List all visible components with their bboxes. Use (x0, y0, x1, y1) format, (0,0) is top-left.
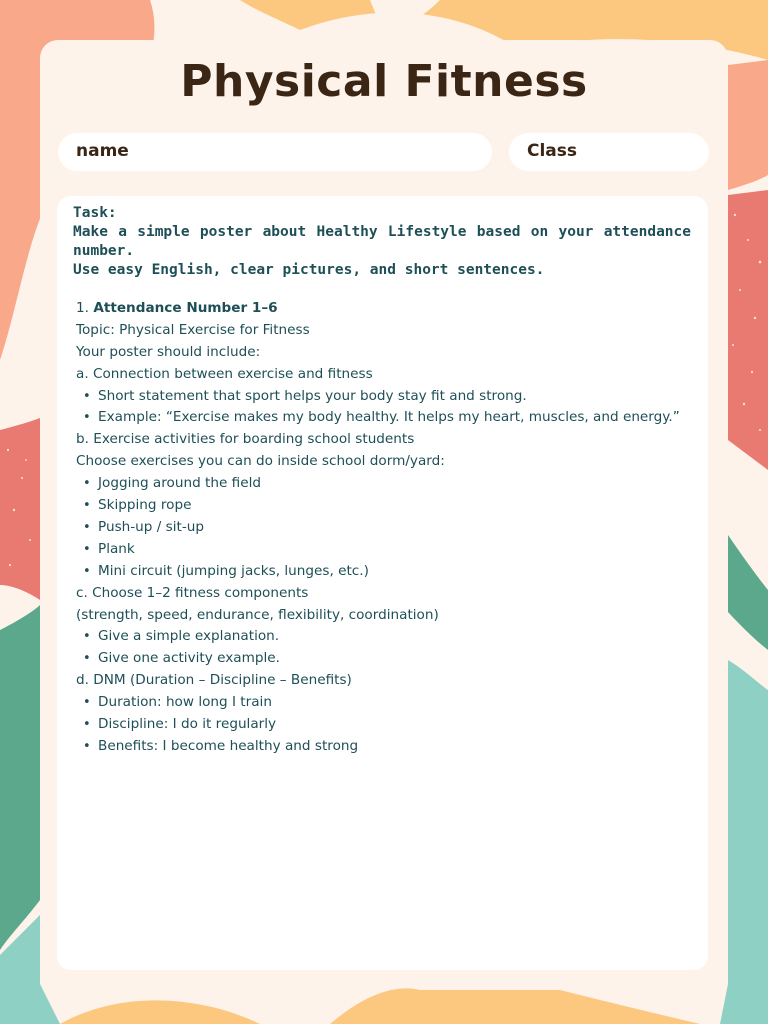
part-a-label: a. Connection between exercise and fitness (76, 365, 373, 382)
list-item: • Duration: how long I train (76, 692, 694, 714)
task-heading: Task: (73, 205, 117, 221)
task-instruction: Make a simple poster about Healthy Lifestyle based on your attendance number. (73, 224, 691, 259)
name-field-label: name (76, 141, 129, 161)
list-item: • Plank (76, 539, 694, 561)
section-topic: Topic: Physical Exercise for Fitness (76, 321, 310, 338)
section-attendance-1-6 (76, 298, 694, 758)
section-intro: Your poster should include: (76, 343, 261, 360)
list-item: • Give one activity example. (76, 648, 694, 670)
part-c-label: c. Choose 1–2 fitness components (76, 584, 309, 601)
section-title: Attendance Number 1–6 (93, 300, 278, 316)
list-item: • Short statement that sport helps your body stay fit and strong. (76, 386, 694, 408)
list-item: • Benefits: I become healthy and strong (76, 736, 694, 758)
task-block (73, 204, 691, 280)
page-title: Physical Fitness (180, 56, 588, 107)
list-item: • Example: “Exercise makes my body healthy. It helps my heart, muscles, and energy.” (76, 407, 694, 429)
list-item: • Push-up / sit-up (76, 517, 694, 539)
class-field[interactable] (509, 133, 709, 171)
list-item: • Mini circuit (jumping jacks, lunges, etc.) (76, 561, 694, 583)
part-b-label: b. Exercise activities for boarding school students (76, 431, 415, 448)
name-field[interactable] (58, 133, 492, 171)
part-d-label: d. DNM (Duration – Discipline – Benefits) (76, 672, 352, 689)
list-item: • Jogging around the field (76, 473, 694, 495)
part-c-intro: (strength, speed, endurance, flexibility, coordination) (76, 606, 439, 623)
class-field-label: Class (527, 141, 578, 161)
part-b-intro: Choose exercises you can do inside school dorm/yard: (76, 453, 445, 470)
section-number: 1. (76, 300, 89, 316)
task-guideline: Use easy English, clear pictures, and short sentences. (73, 262, 545, 278)
list-item: • Skipping rope (76, 495, 694, 517)
list-item: • Discipline: I do it regularly (76, 714, 694, 736)
section-heading (76, 298, 694, 320)
list-item: • Give a simple explanation. (76, 626, 694, 648)
